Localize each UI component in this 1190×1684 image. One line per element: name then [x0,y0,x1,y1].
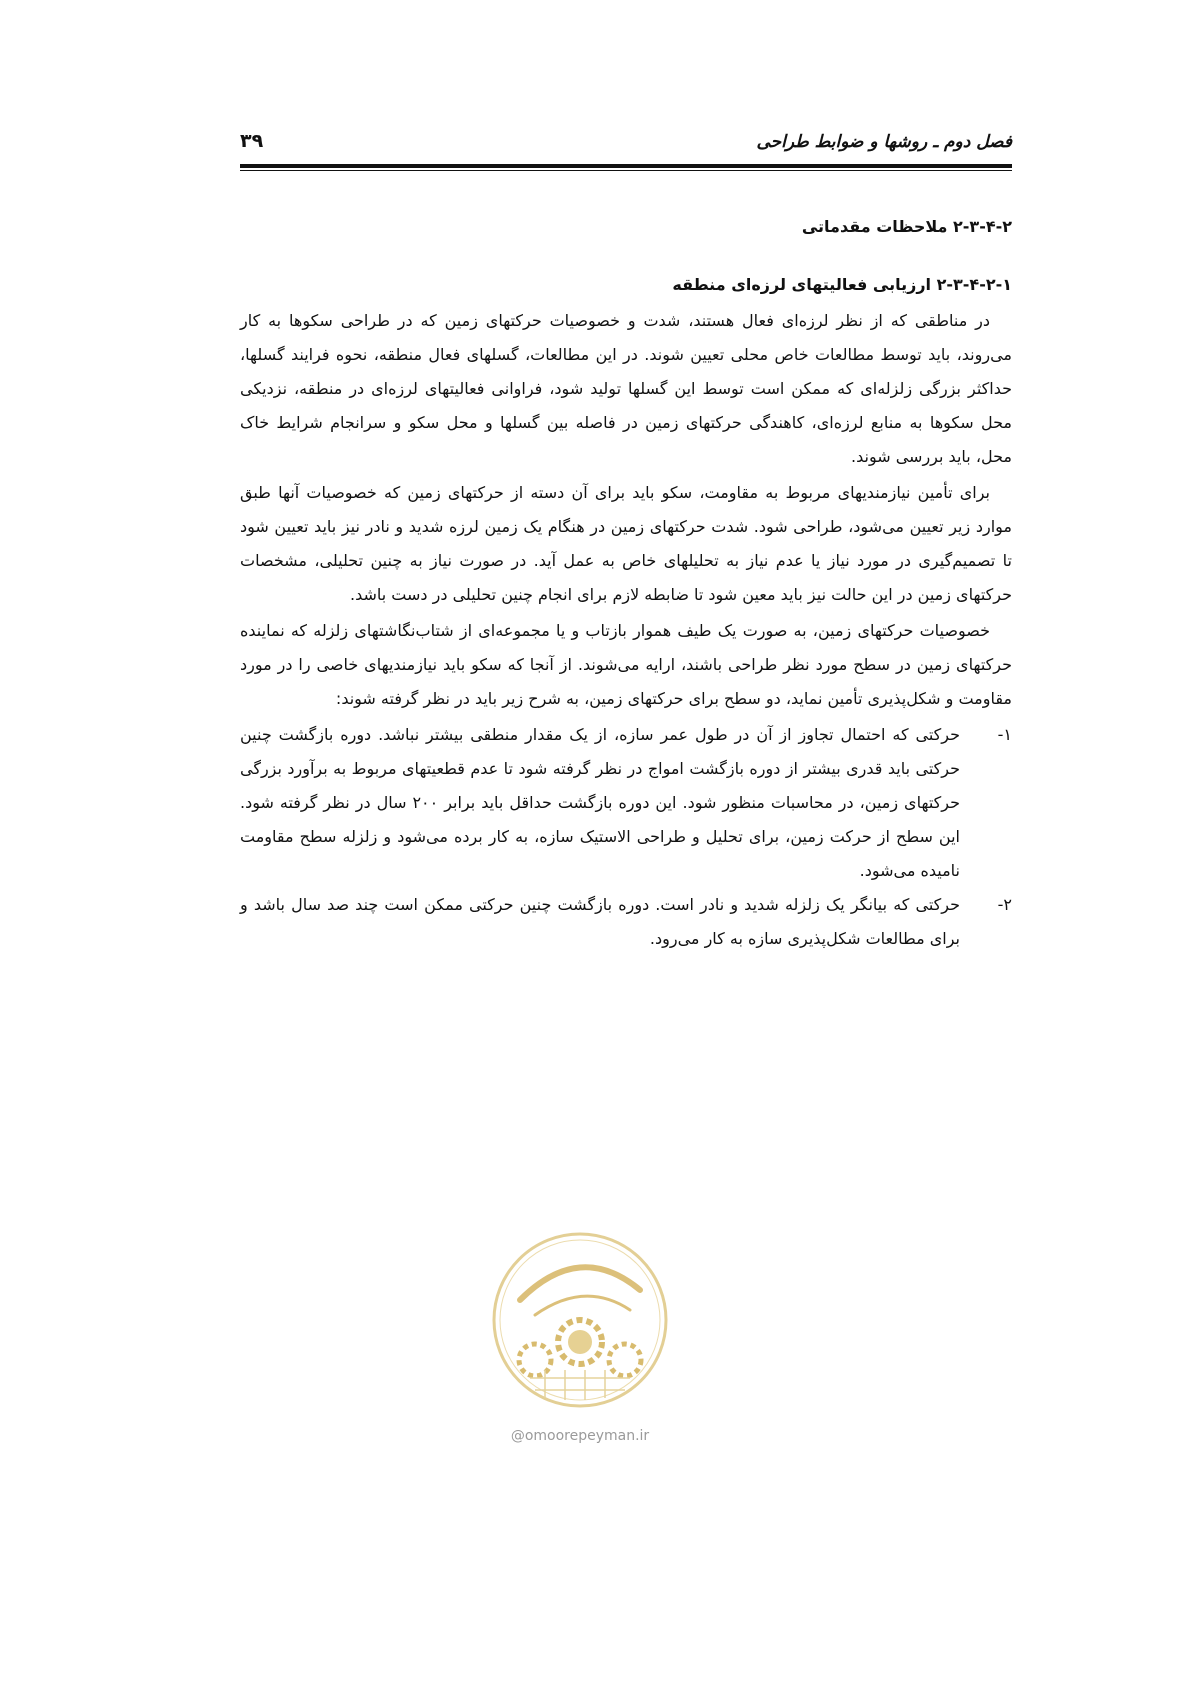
paragraph-1: در مناطقی که از نظر لرزه‌ای فعال هستند، شدت و خصوصیات حرکتهای زمین که در طراحی سکوها به کار می‌روند، باید توسط مطالعات خاص محلی تعیین شوند. در این مطالعات، گسلهای فعال منطقه، نحوه فرایند گسلها، حداکثر بزرگی زلزله‌ای که ممکن است توسط این گسلها تولید شود، فراوانی فعالیتهای لرزه‌ای در منطقه، نزدیکی محل سکوها به منابع لرزه‌ای، کاهندگی حرکتهای زمین در فاصله بین گسلها و محل سکو و سرانجام شرایط خاک محل، باید بررسی شوند. [240,311,1012,466]
paragraph-2: برای تأمین نیازمندیهای مربوط به مقاومت، سکو باید برای آن دسته از حرکتهای زمین که خصوصیات آنها طبق موارد زیر تعیین می‌شود، طراحی شود. شدت حرکتهای زمین در هنگام یک زمین لرزه شدید و نادر نیز باید تعیین شود تا تصمیم‌گیری در مورد نیاز یا عدم نیاز به تحلیلهای خاص به عمل آید. در صورت نیاز به چنین تحلیلی، مشخصات حرکتهای زمین در این حالت نیز باید معین شود تا ضابطه لازم برای انجام چنین تحلیلی در دست باشد. [240,483,1012,604]
list-item-number: ۱- [997,725,1012,744]
list-item-text: حرکتی که بیانگر یک زلزله شدید و نادر است. دوره بازگشت چنین حرکتی ممکن است چند صد سال باشد و برای مطالعات شکل‌پذیری سازه به کار می‌رود. [240,895,960,948]
section-heading: ۲-۳-۴-۲ ملاحظات مقدماتی [801,217,1012,236]
page-content [240,210,1012,956]
header-rule-thick [240,164,1012,168]
list-item [240,718,1012,888]
chapter-title: فصل دوم ـ روشها و ضوابط طراحی [756,132,1012,152]
header-rule-thin [240,170,1012,171]
publisher-logo-watermark [490,1230,670,1410]
list-item-number: ۲- [997,895,1012,914]
website-watermark: @omoorepeyman.ir [510,1428,650,1444]
list-item-text: حرکتی که احتمال تجاوز از آن در طول عمر سازه، از یک مقدار منطقی بیشتر نباشد. دوره بازگشت چنین حرکتی باید قدری بیشتر از دوره بازگشت امواج در نظر گرفته شود تا عدم قطعیتهای مربوط به برآورد بزرگی حرکتهای زمین، در محاسبات منظور شود. این دوره بازگشت حداقل باید برابر ۲۰۰ سال در نظر گرفته شود. این سطح از حرکت زمین، برای تحلیل و طراحی الاستیک سازه، به کار برده می‌شود و زلزله سطح مقاومت نامیده می‌شود. [240,725,960,880]
subsection-heading: ۲-۳-۴-۲-۱ ارزیابی فعالیتهای لرزه‌ای منطقه [672,275,1012,294]
page-number: ۳۹ [240,130,264,152]
list-item [240,888,1012,956]
paragraph-3: خصوصیات حرکتهای زمین، به صورت یک طیف هموار بازتاب و یا مجموعه‌ای از شتاب‌نگاشتهای زلزله که نماینده حرکتهای زمین در سطح مورد نظر طراحی باشند، ارایه می‌شوند. از آنجا که سکو باید نیازمندیهای خاصی را در مورد مقاومت و شکل‌پذیری تأمین نماید، دو سطح برای حرکتهای زمین، به شرح زیر باید در نظر گرفته شوند: [240,621,1012,708]
page-header [240,128,1012,164]
